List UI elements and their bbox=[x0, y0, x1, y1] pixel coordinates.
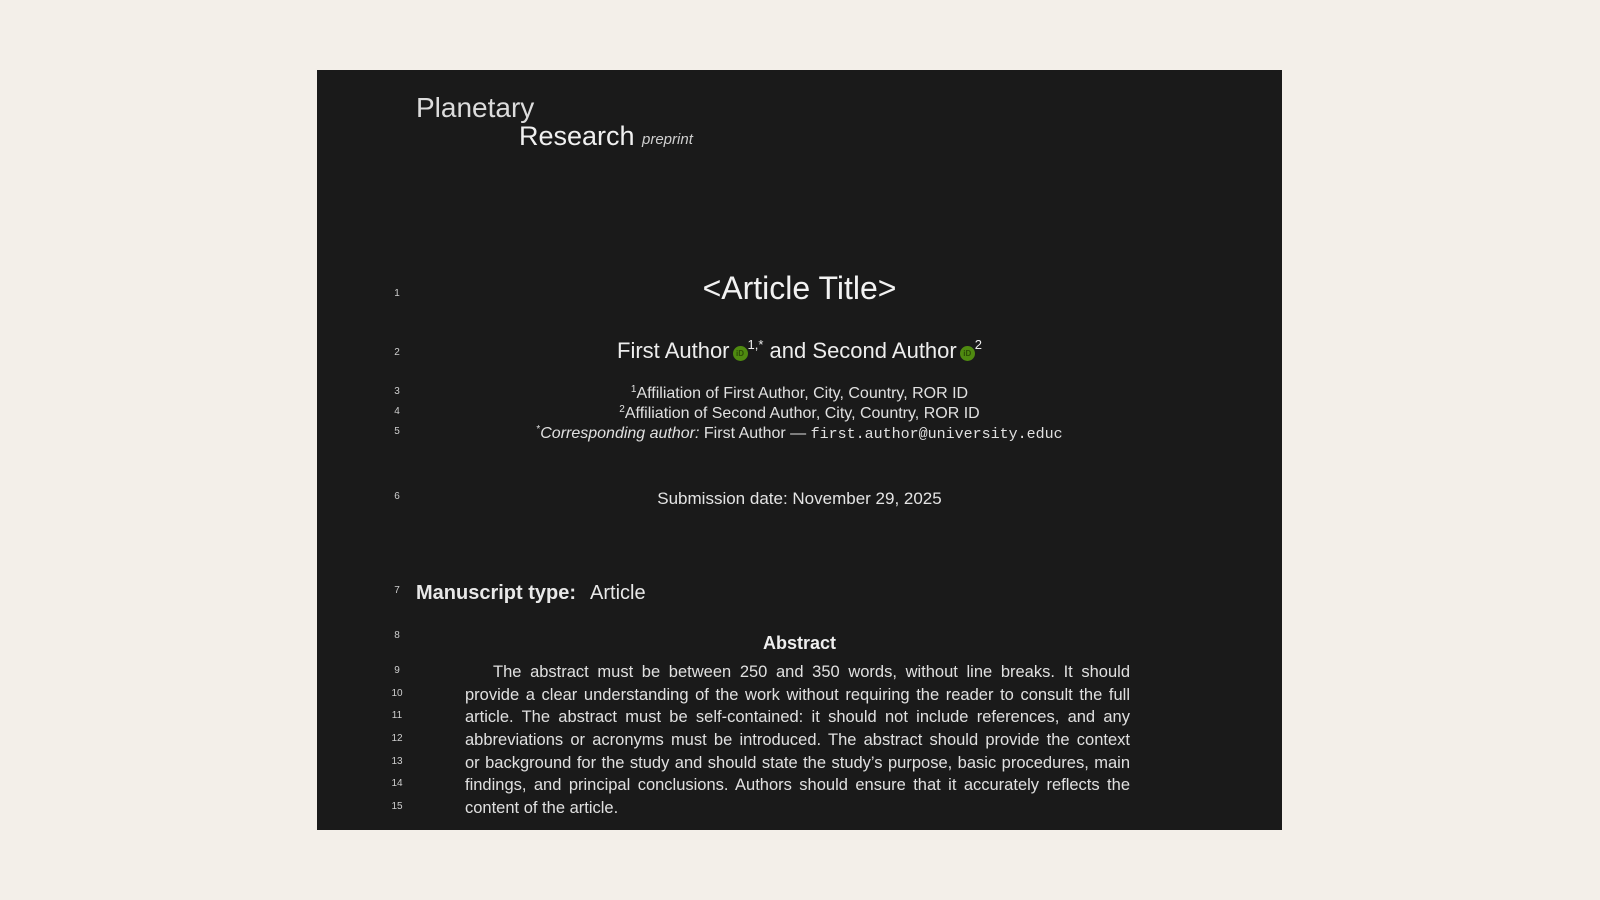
abstract-line: provide a clear understanding of the work without requiring the reader to consult the full bbox=[465, 686, 1130, 704]
line-number: 15 bbox=[391, 801, 403, 812]
affiliation-marker: 1 bbox=[630, 384, 637, 395]
affiliation-text: Affiliation of First Author, City, Country, ROR ID bbox=[636, 385, 969, 402]
affiliation-marker: 2 bbox=[619, 404, 625, 415]
manuscript-type-label: Manuscript type: bbox=[416, 582, 577, 604]
line-number: 2 bbox=[394, 347, 400, 358]
affiliation-2 bbox=[317, 404, 1282, 423]
corresponding-label: Corresponding author: bbox=[540, 425, 700, 442]
line-number: 11 bbox=[391, 710, 403, 721]
line-number: 13 bbox=[391, 756, 403, 767]
line-number: 4 bbox=[394, 406, 400, 417]
affiliation-text: Affiliation of Second Author, City, Country, ROR ID bbox=[624, 405, 980, 422]
line-number: 7 bbox=[394, 585, 400, 596]
document-page bbox=[317, 70, 1282, 830]
line-number: 6 bbox=[394, 491, 400, 502]
corresponding-name: First Author — bbox=[703, 425, 807, 442]
abstract-line: content of the article. bbox=[465, 799, 619, 817]
manuscript-type-value: Article bbox=[590, 582, 646, 604]
author-line bbox=[317, 337, 1282, 364]
manuscript-type bbox=[416, 582, 646, 605]
corresponding-author bbox=[317, 424, 1282, 443]
corresponding-email[interactable]: first.author@university.educ bbox=[810, 426, 1063, 443]
line-number: 14 bbox=[391, 778, 403, 789]
line-number: 12 bbox=[391, 733, 403, 744]
orcid-icon[interactable]: iD bbox=[733, 346, 748, 361]
journal-name-line2: Research bbox=[519, 121, 635, 151]
abstract-line: The abstract must be between 250 and 350 words, without line breaks. It should bbox=[493, 663, 1130, 681]
abstract-line: or background for the study and should state the study’s purpose, basic procedures, main bbox=[465, 754, 1130, 772]
orcid-icon[interactable]: iD bbox=[960, 346, 975, 361]
second-author-name: Second Author bbox=[812, 338, 957, 363]
corresponding-marker: * bbox=[536, 424, 541, 435]
abstract-line: findings, and principal conclusions. Authors should ensure that it accurately reflects the bbox=[465, 776, 1130, 794]
submission-date: Submission date: November 29, 2025 bbox=[657, 489, 942, 508]
article-title: <Article Title> bbox=[702, 270, 897, 306]
line-number: 8 bbox=[394, 630, 400, 641]
line-number: 5 bbox=[394, 426, 400, 437]
line-number: 10 bbox=[391, 688, 403, 699]
line-number: 9 bbox=[394, 665, 400, 676]
abstract-line: abbreviations or acronyms must be introduced. The abstract should provide the context bbox=[465, 731, 1130, 749]
second-author-superscript: 2 bbox=[974, 337, 982, 352]
abstract-line: article. The abstract must be self-contained: it should not include references, and any bbox=[465, 708, 1130, 726]
author-conjunction: and bbox=[769, 338, 807, 363]
line-number: 1 bbox=[394, 288, 400, 299]
abstract-heading: Abstract bbox=[762, 633, 837, 653]
affiliation-1 bbox=[317, 384, 1282, 403]
journal-name-line1: Planetary bbox=[416, 92, 535, 123]
journal-preprint-label: preprint bbox=[642, 131, 693, 148]
line-number: 3 bbox=[394, 386, 400, 397]
first-author-name: First Author bbox=[617, 338, 730, 363]
first-author-superscript: 1,* bbox=[747, 337, 764, 352]
